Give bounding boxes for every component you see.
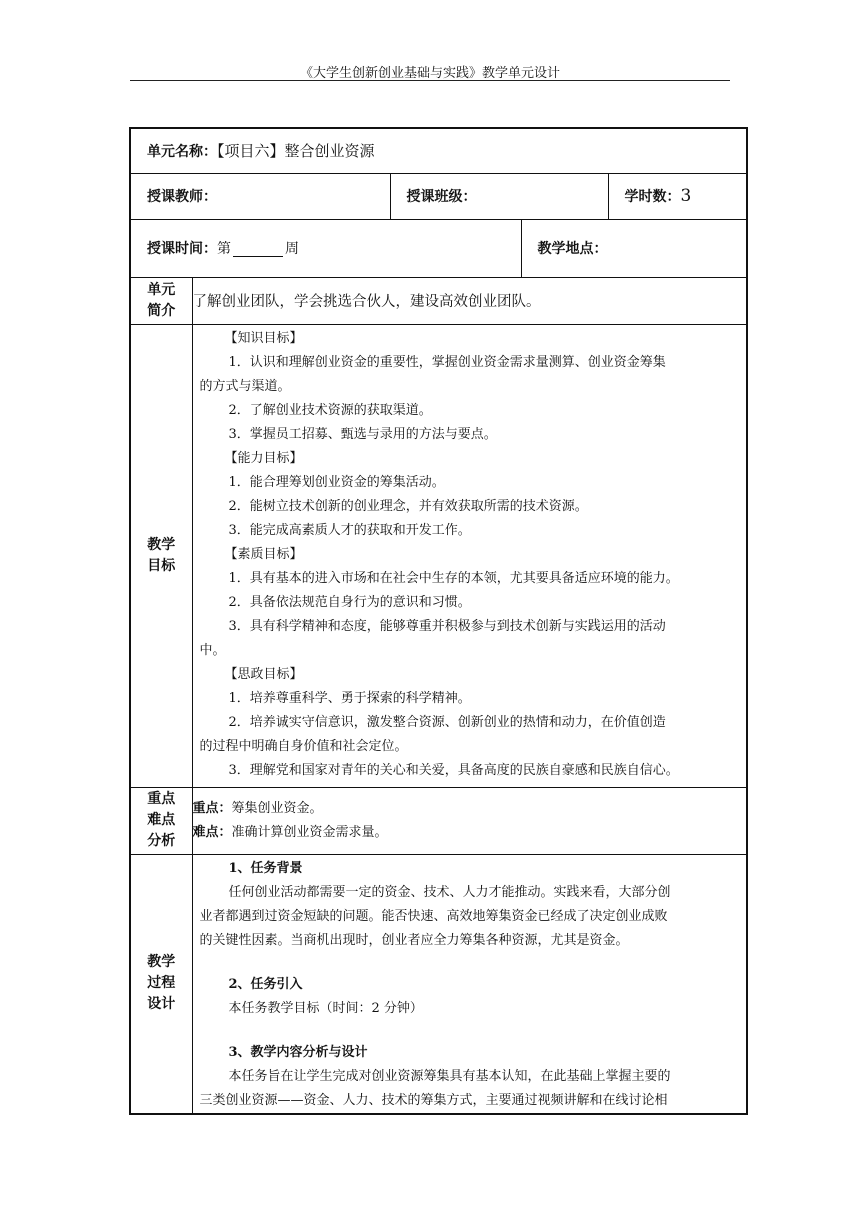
process-line xyxy=(193,953,747,973)
process-content xyxy=(192,854,747,1114)
intro-label: 单元 简介 xyxy=(130,277,192,324)
objective-line: 中。 xyxy=(199,642,226,658)
process-line: 3、教学内容分析与设计 xyxy=(228,1044,368,1060)
header-rule xyxy=(130,80,730,81)
objective-line: 3．具有科学精神和态度，能够尊重并积极参与到技术创新与实践运用的活动 xyxy=(228,618,666,634)
objective-line: 1．认识和理解创业资金的重要性，掌握创业资金需求量测算、创业资金筹集 xyxy=(228,354,666,370)
process-line xyxy=(193,1021,747,1041)
time-suffix: 周 xyxy=(285,241,299,257)
time-label: 授课时间： xyxy=(147,241,217,257)
process-line: 本任务旨在让学生完成对创业资源筹集具有基本认知，在此基础上掌握主要的 xyxy=(228,1068,671,1084)
objective-line: 3．能完成高素质人才的获取和开发工作。 xyxy=(228,522,471,538)
hours-value: 3 xyxy=(680,186,692,206)
process-line: 任何创业活动都需要一定的资金、技术、人力才能推动。实践来看，大部分创 xyxy=(228,884,671,900)
time-cell xyxy=(130,219,521,277)
objective-line: 【知识目标】 xyxy=(224,330,303,346)
difficult-point: 难点：准确计算创业资金需求量。 xyxy=(192,824,388,840)
intro-text: 了解创业团队，学会挑选合伙人，建设高效创业团队。 xyxy=(192,277,747,324)
time-prefix: 第 xyxy=(217,241,231,257)
unit-name-label: 单元名称： xyxy=(147,144,217,161)
objective-line: 的过程中明确自身价值和社会定位。 xyxy=(199,738,408,754)
objective-line: 【能力目标】 xyxy=(224,450,303,466)
location-cell xyxy=(521,219,747,277)
key-point: 重点：筹集创业资金。 xyxy=(192,800,323,816)
objective-line: 1．培养尊重科学、勇于探索的科学精神。 xyxy=(228,690,471,706)
hours-cell xyxy=(608,173,747,219)
objective-line: 3．理解党和国家对青年的关心和关爱，具备高度的民族自豪感和民族自信心。 xyxy=(228,762,679,778)
location-label: 教学地点： xyxy=(537,241,608,257)
objectives-content xyxy=(192,324,747,787)
objectives-lines xyxy=(193,327,747,783)
objective-line: 2．了解创业技术资源的获取渠道。 xyxy=(228,402,432,418)
objectives-label: 教学 目标 xyxy=(130,324,192,787)
process-lines xyxy=(193,857,747,1113)
unit-design-table xyxy=(129,127,748,1115)
objective-line: 的方式与渠道。 xyxy=(199,378,291,394)
week-blank xyxy=(233,242,283,257)
process-label: 教学 过程 设计 xyxy=(130,854,192,1114)
objective-line: 【思政目标】 xyxy=(224,666,303,682)
process-line: 1、任务背景 xyxy=(228,860,303,876)
keypoints-content xyxy=(192,787,747,854)
process-line: 本任务教学目标（时间：2 分钟） xyxy=(228,1000,423,1016)
objective-line: 3．掌握员工招募、甄选与录用的方法与要点。 xyxy=(228,426,497,442)
objective-line: 【素质目标】 xyxy=(224,546,303,562)
process-line: 2、任务引入 xyxy=(228,976,303,992)
keypoints-label: 重点 难点 分析 xyxy=(130,787,192,854)
process-line: 的关键性因素。当商机出现时，创业者应全力筹集各种资源，尤其是资金。 xyxy=(199,932,629,948)
process-line: 三类创业资源——资金、人力、技术的筹集方式，主要通过视频讲解和在线讨论相 xyxy=(199,1092,668,1108)
objective-line: 2．具备依法规范自身行为的意识和习惯。 xyxy=(228,594,471,610)
teacher-label: 授课教师： xyxy=(147,189,217,205)
process-line: 业者都遇到过资金短缺的问题。能否快速、高效地筹集资金已经成了决定创业成败 xyxy=(199,908,668,924)
class-label: 授课班级： xyxy=(406,189,477,205)
class-cell xyxy=(390,173,608,219)
objective-line: 1．具有基本的进入市场和在社会中生存的本领，尤其要具备适应环境的能力。 xyxy=(228,570,679,586)
unit-name-cell xyxy=(130,128,747,173)
objective-line: 2．培养诚实守信意识，激发整合资源、创新创业的热情和动力，在价值创造 xyxy=(228,714,666,730)
objective-line: 2．能树立技术创新的创业理念，并有效获取所需的技术资源。 xyxy=(228,498,588,514)
unit-name-value: 【项目六】整合创业资源 xyxy=(217,142,375,161)
teacher-cell xyxy=(130,173,390,219)
objective-line: 1．能合理筹划创业资金的筹集活动。 xyxy=(228,474,445,490)
page-header: 《大学生创新创业基础与实践》教学单元设计 xyxy=(299,66,560,81)
hours-label: 学时数： xyxy=(624,189,681,205)
